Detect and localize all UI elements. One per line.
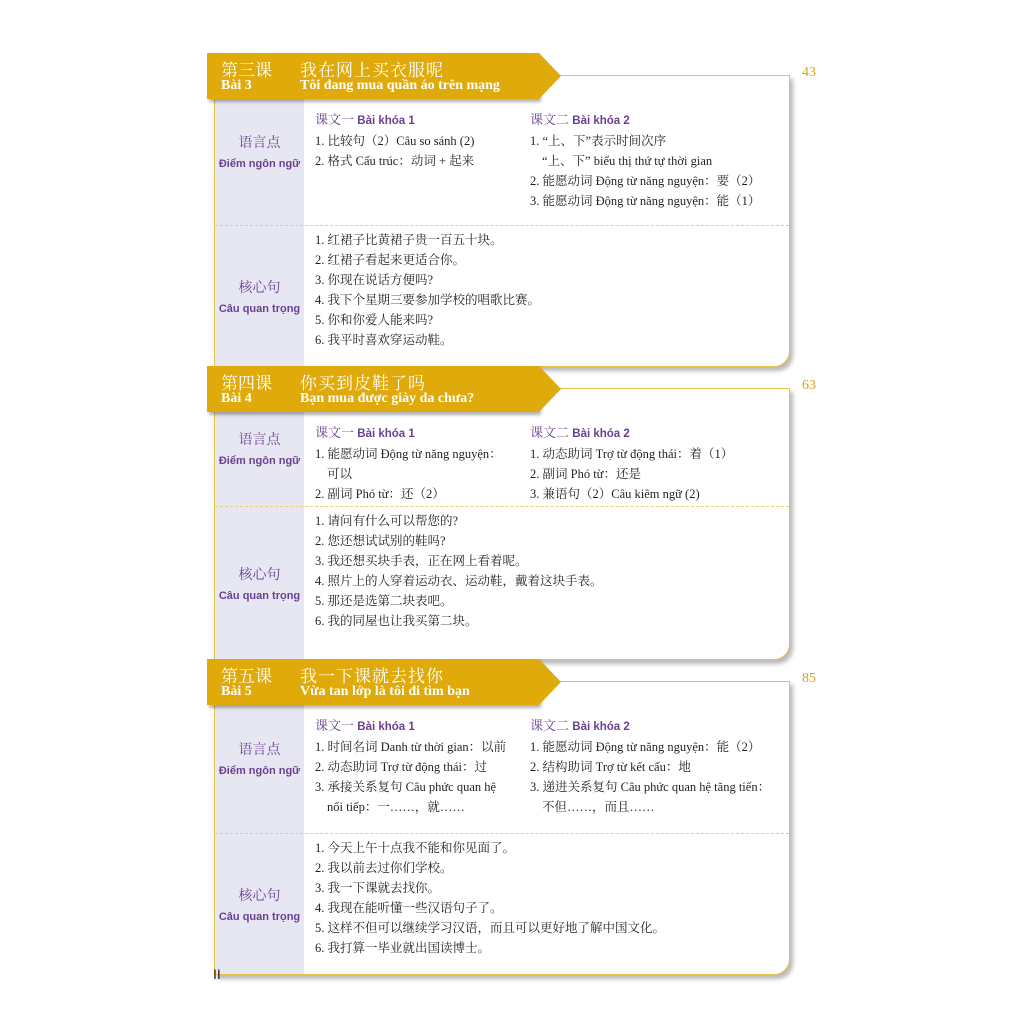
text1-column [315, 110, 530, 211]
text1-header-cn: 课文一 [315, 425, 355, 440]
key-label-cn: 核心句 [238, 888, 281, 904]
lesson-number-vn: Bài 4 [221, 391, 252, 406]
text1-header-vn: Bài khóa 1 [357, 115, 415, 127]
grammar-point: 2. 动态助词 Trợ từ động thái：过 [315, 760, 487, 774]
grammar-point: 2. 副词 Phó từ：还是 [530, 467, 641, 481]
grammar-point: nối tiếp：一……，就…… [327, 800, 465, 814]
grammar-point: 3. 能愿动词 Động từ năng nguyện：能（1） [530, 194, 761, 208]
text1-header-vn: Bài khóa 1 [357, 428, 415, 440]
key-sentence: 4. 我下个星期三要参加学校的唱歌比赛。 [315, 293, 541, 307]
key-sentence: 4. 照片上的人穿着运动衣、运动鞋，戴着这块手表。 [315, 574, 603, 588]
key-label-cn: 核心句 [238, 567, 281, 583]
lesson-title-cn: 我一下课就去找你 [300, 667, 444, 687]
key-sentence: 6. 我平时喜欢穿运动鞋。 [315, 333, 453, 347]
text2-header [530, 423, 789, 444]
text2-column [530, 423, 789, 504]
grammar-point: 不但……，而且…… [542, 800, 655, 814]
lesson-panel [214, 75, 790, 367]
key-sentence: 3. 我还想买块手表，正在网上看着呢。 [315, 554, 528, 568]
text2-header [530, 110, 789, 131]
key-sentences-row [215, 226, 789, 366]
grammar-label-vn: Điểm ngôn ngữ [218, 158, 301, 170]
key-sentence: 6. 我的同屋也让我买第二块。 [315, 614, 478, 628]
key-sentences-content [304, 226, 789, 366]
text1-header-cn: 课文一 [315, 718, 355, 733]
key-sentence: 1. 今天上午十点我不能和你见面了。 [315, 841, 516, 855]
grammar-label-vn: Điểm ngôn ngữ [218, 455, 301, 467]
grammar-label-cn: 语言点 [238, 742, 281, 758]
grammar-point: 1. 能愿动词 Động từ năng nguyện： [315, 447, 502, 461]
key-sentence: 6. 我打算一毕业就出国读博士。 [315, 941, 491, 955]
lesson-title-vn: Bạn mua được giày da chưa? [300, 391, 475, 406]
page-reference: 43 [802, 65, 816, 80]
key-sentences-label [215, 226, 304, 366]
text1-header-cn: 课文一 [315, 112, 355, 127]
key-sentences-label [215, 834, 304, 974]
grammar-point: 可以 [327, 467, 353, 481]
key-sentences-label [215, 507, 304, 659]
page-reference: 63 [802, 378, 816, 393]
text1-header-vn: Bài khóa 1 [357, 721, 415, 733]
key-sentence: 2. 您还想试试别的鞋吗? [315, 534, 446, 548]
lesson-title-cn: 你买到皮鞋了吗 [300, 374, 426, 394]
grammar-point: 2. 格式 Cấu trúc：动词 + 起来 [315, 154, 475, 168]
text1-column [315, 716, 530, 817]
key-label-vn: Câu quan trọng [218, 303, 301, 315]
key-sentence: 5. 你和你爱人能来吗? [315, 313, 434, 327]
key-sentence: 5. 这样不但可以继续学习汉语，而且可以更好地了解中国文化。 [315, 921, 666, 935]
text1-header [315, 716, 530, 737]
grammar-point: 2. 副词 Phó từ：还（2） [315, 487, 445, 501]
grammar-point: 3. 递进关系复句 Câu phức quan hệ tăng tiến： [530, 780, 771, 794]
text2-header-vn: Bài khóa 2 [572, 115, 630, 127]
grammar-point: 2. 结构助词 Trợ từ kết cấu：地 [530, 760, 691, 774]
lesson-banner [207, 659, 539, 705]
text2-header-cn: 课文二 [530, 112, 570, 127]
text2-header-vn: Bài khóa 2 [572, 721, 630, 733]
key-sentence: 3. 我一下课就去找你。 [315, 881, 441, 895]
lesson-number-cn: 第三课 [221, 61, 272, 81]
key-sentence: 1. 红裙子比黄裙子贵一百五十块。 [315, 233, 503, 247]
lesson-title-vn: Tôi đang mua quần áo trên mạng [300, 78, 500, 93]
text1-header [315, 423, 530, 444]
text1-header [315, 110, 530, 131]
key-sentence: 5. 那还是选第二块表吧。 [315, 594, 453, 608]
grammar-point: “上、下” biểu thị thứ tự thời gian [542, 154, 713, 168]
grammar-point: 1. 动态助词 Trợ từ động thái：着（1） [530, 447, 734, 461]
key-sentences-row [215, 834, 789, 974]
grammar-point: 1. 时间名词 Danh từ thời gian：以前 [315, 740, 507, 754]
key-sentence: 2. 我以前去过你们学校。 [315, 861, 453, 875]
lesson-number-vn: Bài 3 [221, 78, 252, 93]
text2-header-vn: Bài khóa 2 [572, 428, 630, 440]
key-sentence: 2. 红裙子看起来更适合你。 [315, 253, 466, 267]
text1-column [315, 423, 530, 504]
key-sentence: 1. 请问有什么可以帮您的? [315, 514, 459, 528]
grammar-point: 1. 能愿动词 Động từ năng nguyện：能（2） [530, 740, 761, 754]
lesson-title-vn: Vừa tan lớp là tôi đi tìm bạn [300, 684, 470, 699]
lesson-panel [214, 681, 790, 975]
lesson-number-cn: 第五课 [221, 667, 272, 687]
text2-column [530, 716, 789, 817]
lesson-banner [207, 53, 539, 99]
grammar-point: 2. 能愿动词 Động từ năng nguyện：要（2） [530, 174, 761, 188]
grammar-point: 3. 兼语句（2）Câu kiêm ngữ (2) [530, 487, 700, 501]
key-sentence: 3. 你现在说话方便吗? [315, 273, 434, 287]
key-sentence: 4. 我现在能听懂一些汉语句子了。 [315, 901, 503, 915]
grammar-point: 1. 比较句（2）Câu so sánh (2) [315, 134, 475, 148]
grammar-label-cn: 语言点 [238, 432, 281, 448]
grammar-label-cn: 语言点 [238, 135, 281, 151]
grammar-point: 3. 承接关系复句 Câu phức quan hệ [315, 780, 497, 794]
grammar-label-vn: Điểm ngôn ngữ [218, 765, 301, 777]
key-sentences-row [215, 507, 789, 659]
lesson-title-cn: 我在网上买衣服呢 [300, 61, 444, 81]
text2-column [530, 110, 789, 211]
grammar-point: 1. “上、下”表示时间次序 [530, 134, 667, 148]
text2-header [530, 716, 789, 737]
lesson-number-vn: Bài 5 [221, 684, 252, 699]
key-label-vn: Câu quan trọng [218, 590, 301, 602]
lesson-banner [207, 366, 539, 412]
text2-header-cn: 课文二 [530, 718, 570, 733]
key-label-cn: 核心句 [238, 280, 281, 296]
text2-header-cn: 课文二 [530, 425, 570, 440]
lesson-number-cn: 第四课 [221, 374, 272, 394]
page-marker: II [213, 966, 221, 982]
key-label-vn: Câu quan trọng [218, 911, 301, 923]
key-sentences-content [304, 507, 789, 659]
page-reference: 85 [802, 671, 816, 686]
lesson-panel [214, 388, 790, 660]
key-sentences-content [304, 834, 789, 974]
